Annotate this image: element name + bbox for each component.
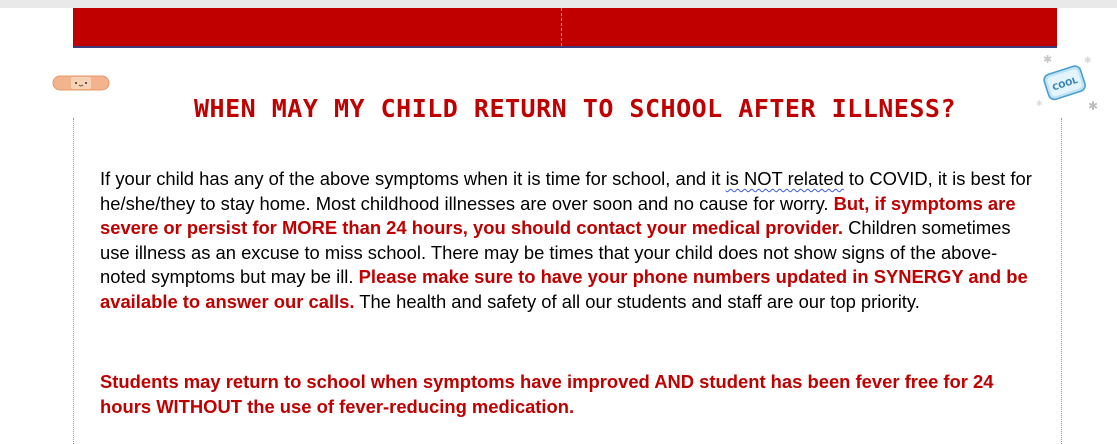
bandaid-icon xyxy=(52,75,110,91)
ice-pack-label: COOL xyxy=(1051,75,1080,94)
paragraph-text: If your child has any of the above symptoms when it is time for school, and it xyxy=(100,168,726,189)
svg-text:✱: ✱ xyxy=(1084,56,1092,66)
left-margin-guide xyxy=(73,118,74,444)
page-heading: WHEN MAY MY CHILD RETURN TO SCHOOL AFTER ILLNESS? xyxy=(193,94,956,123)
paragraph-text: to COVID, it is best for he/she/they to stay home. Most childhood illnesses are over soon and no cause for worry. xyxy=(100,168,1032,214)
banner-divider xyxy=(561,8,562,46)
paragraph-text: The health and safety of all our students and staff are our top priority. xyxy=(354,290,920,312)
svg-text:✱: ✱ xyxy=(1088,99,1099,113)
return-to-school-rule: Students may return to school when symptoms have improved AND student has been fever free for 24 hours WITHOUT the use of fever-reducing medication. xyxy=(100,371,994,417)
illness-guidance-paragraph xyxy=(100,167,1040,314)
emphasis-medical-provider: But, if symptoms are severe or persist for MORE than 24 hours, you should contact your medical provider. xyxy=(100,192,1016,238)
spellcheck-flagged-text: is NOT related xyxy=(725,168,844,189)
svg-text:✱: ✱ xyxy=(1043,53,1053,66)
paragraph-text: Children sometimes use illness as an excuse to miss school. There may be times that your child does not show signs of the above-noted symptoms but may be ill. xyxy=(100,217,1011,287)
svg-text:✱: ✱ xyxy=(1036,99,1043,108)
emphasis-phone-numbers: Please make sure to have your phone numbers updated in SYNERGY and be available to answer our calls. xyxy=(100,266,1028,312)
document-top-edge xyxy=(0,0,1117,8)
right-margin-guide xyxy=(1061,118,1062,444)
red-header-banner xyxy=(73,8,1057,48)
